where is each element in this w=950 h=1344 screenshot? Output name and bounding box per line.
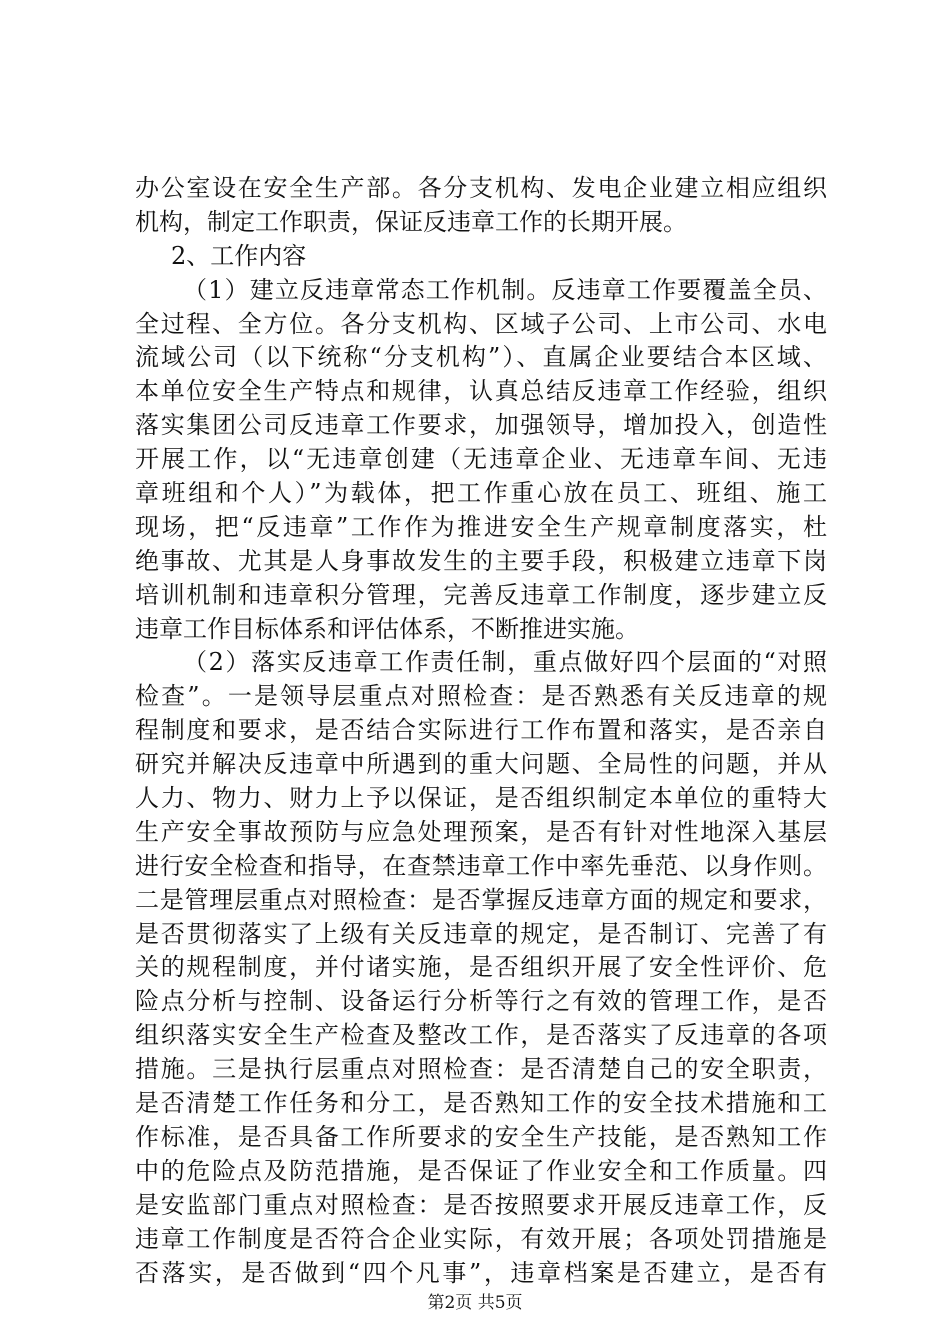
paragraph-2-line-19: 否落实，是否做到“四个凡事”，违章档案是否建立，是否有 bbox=[135, 1258, 827, 1287]
section-heading: 2、工作内容 bbox=[171, 241, 307, 270]
document-body bbox=[135, 172, 827, 1290]
paragraph-2-line-14: 是否清楚工作任务和分工，是否熟知工作的安全技术措施和工 bbox=[135, 1089, 827, 1118]
paragraph-2-line-8: 二是管理层重点对照检查：是否掌握反违章方面的规定和要求， bbox=[135, 885, 827, 914]
paragraph-2-line-9: 是否贯彻落实了上级有关反违章的规定，是否制订、完善了有 bbox=[135, 919, 827, 948]
paragraph-2-line-5: 人力、物力、财力上予以保证，是否组织制定本单位的重特大 bbox=[135, 784, 827, 813]
paragraph-1-line-8: 现场，把“反违章”工作作为推进安全生产规章制度落实，杜 bbox=[135, 512, 827, 541]
body-line-1: 办公室设在安全生产部。各分支机构、发电企业建立相应组织 bbox=[135, 174, 827, 202]
paragraph-1-line-9: 绝事故、尤其是人身事故发生的主要手段，积极建立违章下岗 bbox=[135, 546, 827, 575]
paragraph-1-line-1: （1）建立反违章常态工作机制。反违章工作要覆盖全员、 bbox=[183, 275, 827, 304]
paragraph-2-line-13: 措施。三是执行层重点对照检查：是否清楚自己的安全职责， bbox=[135, 1055, 827, 1084]
paragraph-2-line-7: 进行安全检查和指导，在查禁违章工作中率先垂范、以身作则。 bbox=[135, 851, 827, 880]
paragraph-2-line-18: 违章工作制度是否符合企业实际，有效开展；各项处罚措施是 bbox=[135, 1224, 827, 1253]
paragraph-1-line-10: 培训机制和违章积分管理，完善反违章工作制度，逐步建立反 bbox=[135, 580, 827, 609]
paragraph-2-line-17: 是安监部门重点对照检查：是否按照要求开展反违章工作，反 bbox=[135, 1190, 827, 1219]
paragraph-1-line-3: 流域公司（以下统称“分支机构”）、直属企业要结合本区域、 bbox=[135, 343, 827, 372]
paragraph-1-line-7: 章班组和个人）”为载体，把工作重心放在员工、班组、施工 bbox=[135, 479, 827, 508]
paragraph-2-line-2: 检查”。一是领导层重点对照检查：是否熟悉有关反违章的规 bbox=[135, 682, 827, 711]
paragraph-2-line-15: 作标准，是否具备工作所要求的安全生产技能，是否熟知工作 bbox=[135, 1122, 827, 1151]
page-number-footer: 第2页 共5页 bbox=[427, 1293, 523, 1313]
paragraph-2-line-11: 险点分析与控制、设备运行分析等行之有效的管理工作，是否 bbox=[135, 987, 827, 1016]
paragraph-2-line-6: 生产安全事故预防与应急处理预案，是否有针对性地深入基层 bbox=[135, 817, 827, 846]
paragraph-2-line-1: （2）落实反违章工作责任制，重点做好四个层面的“对照 bbox=[183, 648, 827, 677]
body-line-2: 机构，制定工作职责，保证反违章工作的长期开展。 bbox=[135, 207, 687, 236]
paragraph-2-line-12: 组织落实安全生产检查及整改工作，是否落实了反违章的各项 bbox=[135, 1021, 827, 1050]
paragraph-1-line-5: 落实集团公司反违章工作要求，加强领导，增加投入，创造性 bbox=[135, 411, 827, 440]
paragraph-1-line-4: 本单位安全生产特点和规律，认真总结反违章工作经验，组织 bbox=[135, 377, 827, 406]
paragraph-2-line-3: 程制度和要求，是否结合实际进行工作布置和落实，是否亲自 bbox=[135, 716, 827, 745]
paragraph-2-line-4: 研究并解决反违章中所遇到的重大问题、全局性的问题，并从 bbox=[135, 750, 827, 779]
paragraph-1-line-11: 违章工作目标体系和评估体系，不断推进实施。 bbox=[135, 614, 639, 643]
paragraph-2-line-10: 关的规程制度，并付诸实施，是否组织开展了安全性评价、危 bbox=[135, 953, 827, 982]
paragraph-1-line-2: 全过程、全方位。各分支机构、区域子公司、上市公司、水电 bbox=[135, 309, 827, 338]
paragraph-2-line-16: 中的危险点及防范措施，是否保证了作业安全和工作质量。四 bbox=[135, 1156, 827, 1185]
paragraph-1-line-6: 开展工作，以“无违章创建（无违章企业、无违章车间、无违 bbox=[135, 445, 827, 474]
